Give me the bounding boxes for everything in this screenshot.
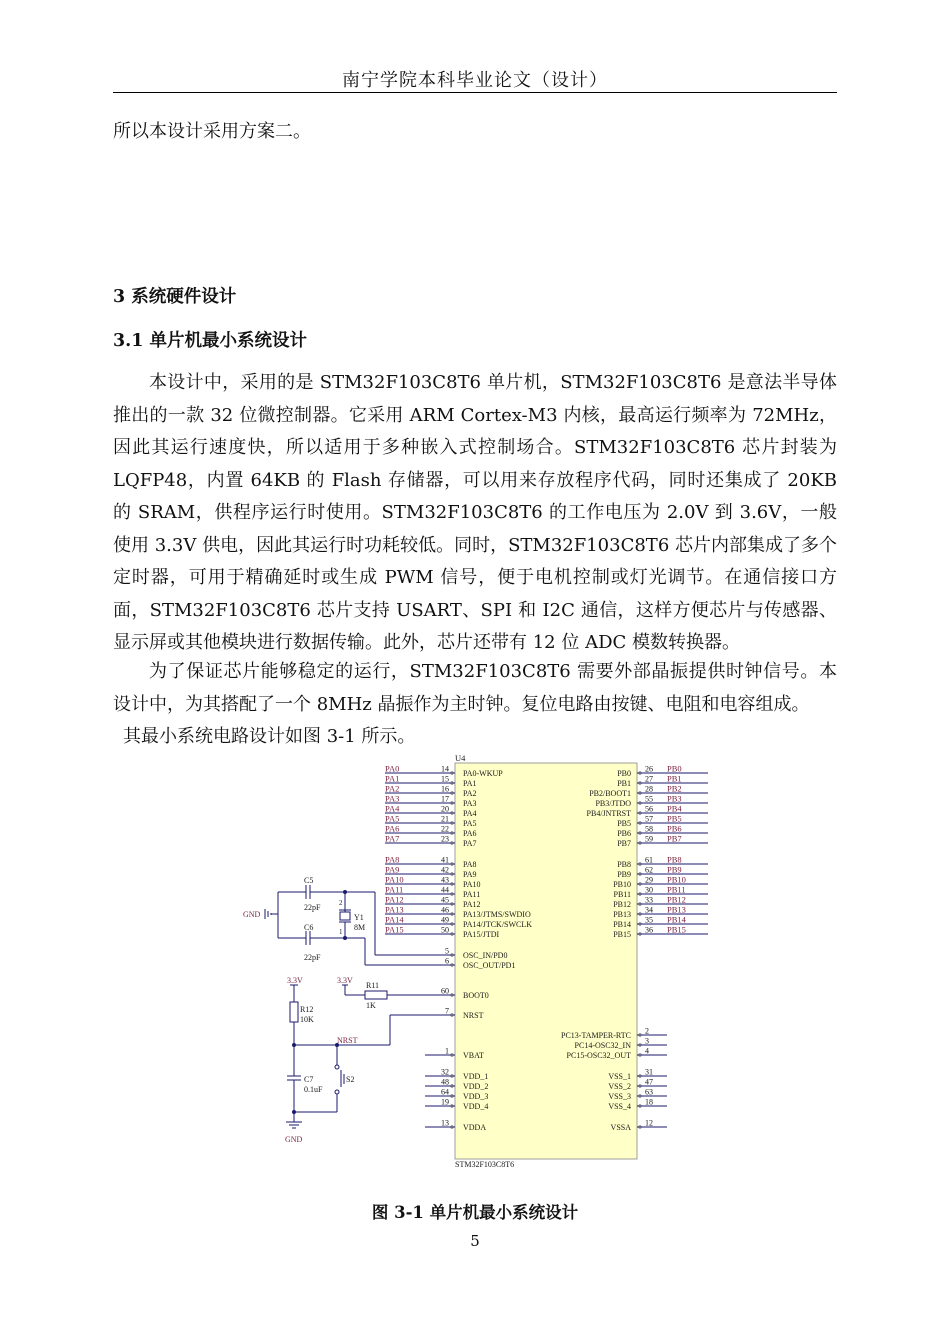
header-rule [113, 92, 837, 93]
pin-number: 13 [441, 1118, 449, 1128]
net-label: PB12 [667, 894, 686, 905]
net-label: PB6 [667, 823, 682, 834]
pin-number: 17 [441, 794, 449, 804]
pin-number: 42 [441, 865, 449, 875]
net-label: PB11 [667, 884, 686, 895]
pin-number: 29 [645, 875, 653, 885]
page-header: 南宁学院本科毕业论文（设计） [342, 70, 608, 91]
pin-number: 50 [441, 925, 449, 935]
r11-value: 1K [366, 1001, 376, 1010]
net-label: PB7 [667, 833, 682, 844]
pin-number: 34 [645, 905, 653, 915]
vcc-label: 3.3V [287, 976, 303, 985]
net-label: PA6 [385, 823, 400, 834]
y1-pin1: 1 [339, 928, 343, 936]
pin-number: 30 [645, 885, 653, 895]
s2-contact [335, 1090, 339, 1094]
net-label: PA14 [385, 914, 404, 925]
pin-number: 62 [645, 865, 653, 875]
pin-number: 20 [441, 804, 449, 814]
pin-name: VSS_4 [608, 1102, 631, 1111]
pin-name: VSS_3 [608, 1092, 631, 1101]
pin-name: PB1 [617, 779, 631, 788]
pin-number: 22 [441, 824, 449, 834]
nrst-label: NRST [337, 1036, 358, 1045]
y1-value: 8M [354, 923, 366, 932]
pin-name: PA12 [463, 900, 481, 909]
net-label: PB2 [667, 783, 682, 794]
pin-name: NRST [463, 1011, 484, 1020]
pin-name: PA9 [463, 870, 477, 879]
pin-number: 6 [445, 956, 449, 966]
pin-name: VDDA [463, 1123, 487, 1132]
pin-name: PB9 [617, 870, 631, 879]
pin-name: PB11 [613, 890, 631, 899]
body-paragraph-1: 本设计中，采用的是 STM32F103C8T6 单片机，STM32F103C8T6 是意法半导体推出的一款 32 位微控制器。它采用 ARM Cortex-M3 内核，最高运行频率为 72MHz，因此其运行速度快，所以适用于多种嵌入式控制场合。STM32F103C8T6 芯片封装为 LQFP48，内置 64KB 的 Flash 存储器，可以用来存放程序代码，同时还集成了 20KB 的 SRAM，供程序运行时使用。STM32F103C8T6 的工作电压为 2.0V 到 3.6V，一般使用 3.3V 供电，因此其运行时功耗较低。同时，STM32F103C8T6 芯片内部集成了多个定时器，可用于精确延时或生成 PWM 信号，便于电机控制或灯光调节。在通信接口方面，STM32F103C8T6 芯片支持 USART、SPI 和 I2C 通信，这样方便芯片与传感器、显示屏或其他模块进行数据传输。此外，芯片还带有 12 位 ADC 模数转换器。 [113, 372, 837, 653]
net-label: PA1 [385, 773, 400, 784]
net-label: PB13 [667, 904, 686, 915]
pin-name: VDD_1 [463, 1072, 489, 1081]
pin-name: OSC_IN/PD0 [463, 951, 508, 960]
pin-number: 31 [645, 1067, 653, 1077]
pin-number: 64 [441, 1087, 449, 1097]
net-label: PB15 [667, 924, 686, 935]
y1-ref: Y1 [354, 913, 364, 922]
y1-crystal [340, 912, 350, 920]
pin-number: 48 [441, 1077, 449, 1087]
pin-name: PA6 [463, 829, 477, 838]
pin-number: 33 [645, 895, 653, 905]
s2-contact [335, 1065, 339, 1069]
y1-pin2: 2 [339, 899, 343, 907]
junction [292, 1110, 296, 1114]
pin-name: PA5 [463, 819, 477, 828]
c6-ref: C6 [304, 923, 314, 932]
pin-name: PB7 [617, 839, 631, 848]
pin-name: PB3/JTDO [595, 799, 631, 808]
pin-number: 14 [441, 764, 449, 774]
pin-name: PB5 [617, 819, 631, 828]
schematic-diagram [240, 752, 710, 1172]
pin-name: OSC_OUT/PD1 [463, 961, 516, 970]
pin-number: 19 [441, 1097, 449, 1107]
pin-number: 57 [645, 814, 653, 824]
net-label: PB5 [667, 813, 682, 824]
pin-name: VBAT [463, 1051, 484, 1060]
r12-value: 10K [300, 1015, 314, 1024]
body-paragraph-2: 为了保证芯片能够稳定的运行，STM32F103C8T6 需要外部晶振提供时钟信号。本设计中，为其搭配了一个 8MHz 晶振作为主时钟。复位电路由按键、电阻和电容组成。 [113, 661, 837, 715]
pin-name: PB6 [617, 829, 631, 838]
r12-ref: R12 [300, 1005, 314, 1014]
page-number: 5 [470, 1232, 480, 1250]
pin-name: PB14 [613, 920, 631, 929]
c5-value: 22pF [304, 903, 321, 912]
net-label: PB0 [667, 763, 682, 774]
net-label: PB9 [667, 864, 682, 875]
pin-name: VSSA [610, 1123, 631, 1132]
pin-name: PA11 [463, 890, 481, 899]
net-label: PA13 [385, 904, 404, 915]
pin-name: PB8 [617, 860, 631, 869]
pin-number: 43 [441, 875, 449, 885]
pin-number: 47 [645, 1077, 653, 1087]
c5-ref: C5 [304, 876, 314, 885]
pin-name: BOOT0 [463, 991, 489, 1000]
pin-number: 35 [645, 915, 653, 925]
pin-name: PA10 [463, 880, 481, 889]
body-paragraph-3: 其最小系统电路设计如图 3-1 所示。 [123, 726, 416, 747]
pin-name: PC15-OSC32_OUT [566, 1051, 631, 1060]
net-label: PA9 [385, 864, 400, 875]
subsection-title: 3.1 单片机最小系统设计 [113, 331, 308, 351]
pin-number: 4 [645, 1046, 649, 1056]
pin-name: VSS_1 [608, 1072, 631, 1081]
pin-name: PA7 [463, 839, 477, 848]
net-label: PA15 [385, 924, 404, 935]
c7-ref: C7 [304, 1075, 314, 1084]
chip-name-label: STM32F103C8T6 [455, 1160, 515, 1169]
gnd-label: GND [285, 1135, 303, 1144]
pin-number: 26 [645, 764, 653, 774]
pin-name: PA0-WKUP [463, 769, 503, 778]
pin-number: 28 [645, 784, 653, 794]
c7-value: 0.1uF [304, 1085, 323, 1094]
pin-name: PC14-OSC32_IN [574, 1041, 631, 1050]
r11-ref: R11 [366, 981, 380, 990]
pin-name: PA13/JTMS/SWDIO [463, 910, 531, 919]
vcc-label: 3.3V [337, 976, 353, 985]
net-label: PA8 [385, 854, 400, 865]
pin-number: 27 [645, 774, 653, 784]
intro-line: 所以本设计采用方案二。 [113, 121, 311, 142]
r11-resistor [365, 991, 387, 999]
net-label: PB8 [667, 854, 682, 865]
net-label: PB10 [667, 874, 686, 885]
pin-number: 16 [441, 784, 449, 794]
pin-number: 36 [645, 925, 653, 935]
pin-number: 23 [441, 834, 449, 844]
pin-number: 49 [441, 915, 449, 925]
pin-number: 63 [645, 1087, 653, 1097]
pin-name: VDD_3 [463, 1092, 489, 1101]
pin-number: 5 [445, 946, 449, 956]
schematic-figure [240, 752, 710, 1172]
pin-number: 18 [645, 1097, 653, 1107]
gnd-label: GND [243, 910, 261, 919]
pin-name: VDD_2 [463, 1082, 489, 1091]
pin-name: PB4/JNTRST [586, 809, 631, 818]
pin-name: PA1 [463, 779, 477, 788]
pin-name: PA2 [463, 789, 477, 798]
net-label: PB4 [667, 803, 682, 814]
pin-name: VDD_4 [463, 1102, 489, 1111]
pin-name: PB0 [617, 769, 631, 778]
net-label: PA4 [385, 803, 400, 814]
pin-name: PB15 [613, 930, 631, 939]
pin-number: 3 [645, 1036, 649, 1046]
r12-resistor [290, 1002, 298, 1022]
pin-name: PA15/JTDI [463, 930, 500, 939]
s2-ref: S2 [346, 1075, 355, 1084]
pin-name: PB10 [613, 880, 631, 889]
pin-number: 32 [441, 1067, 449, 1077]
pin-number: 21 [441, 814, 449, 824]
pin-name: PC13-TAMPER-RTC [561, 1031, 631, 1040]
pin-number: 58 [645, 824, 653, 834]
net-label: PA10 [385, 874, 404, 885]
net-label: PA5 [385, 813, 400, 824]
net-label: PA7 [385, 833, 400, 844]
net-label: PA3 [385, 793, 400, 804]
pin-name: PA14/JTCK/SWCLK [463, 920, 533, 929]
pin-number: 44 [441, 885, 449, 895]
pin-name: PA4 [463, 809, 477, 818]
pin-number: 41 [441, 855, 449, 865]
pin-number: 56 [645, 804, 653, 814]
net-label: PB1 [667, 773, 682, 784]
pin-number: 46 [441, 905, 449, 915]
pin-name: PA8 [463, 860, 477, 869]
pin-number: 45 [441, 895, 449, 905]
pin-number: 60 [441, 986, 449, 996]
pin-name: PB2/BOOT1 [589, 789, 631, 798]
net-label: PB14 [667, 914, 686, 925]
figure-caption: 图 3-1 单片机最小系统设计 [371, 1203, 579, 1222]
pin-number: 1 [445, 1046, 449, 1056]
pin-name: PB12 [613, 900, 631, 909]
net-label: PA0 [385, 763, 400, 774]
pin-number: 2 [645, 1026, 649, 1036]
pin-number: 59 [645, 834, 653, 844]
pin-number: 12 [645, 1118, 653, 1128]
pin-number: 7 [445, 1006, 449, 1016]
pin-number: 15 [441, 774, 449, 784]
chip-ref-label: U4 [455, 753, 466, 763]
pin-number: 61 [645, 855, 653, 865]
net-label: PA2 [385, 783, 400, 794]
c6-value: 22pF [304, 953, 321, 962]
pin-name: PB13 [613, 910, 631, 919]
net-label: PA12 [385, 894, 404, 905]
pin-number: 55 [645, 794, 653, 804]
pin-name: PA3 [463, 799, 477, 808]
net-label: PA11 [385, 884, 404, 895]
net-label: PB3 [667, 793, 682, 804]
pin-name: VSS_2 [608, 1082, 631, 1091]
section-title: 3 系统硬件设计 [113, 287, 237, 307]
